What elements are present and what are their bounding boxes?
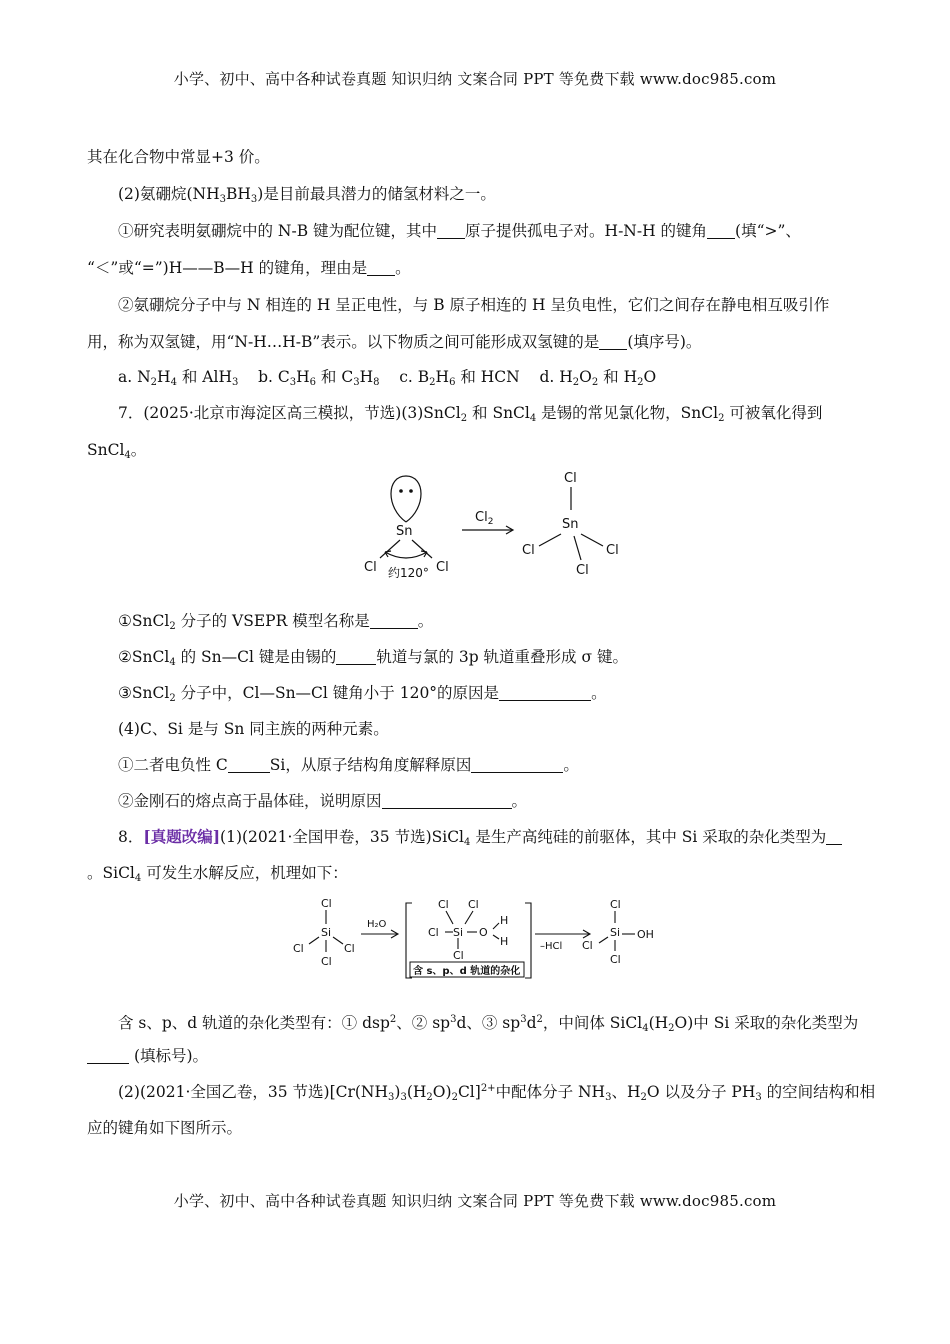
lone-pair-orbital: [391, 476, 421, 522]
question-7-3: ③SnCl$_2$ 分子中，Cl—Sn—Cl 键角小于 120°的原因是 。: [118, 684, 607, 704]
answer-blank[interactable]: [367, 260, 395, 276]
svg-text:Cl: Cl: [293, 942, 304, 955]
cl-label: Cl: [576, 563, 589, 578]
question-8-title: 8．[真题改编](1)(2021·全国甲卷，35 节选)SiCl$_4$ 是生产高纯硅的前驱体，其中 Si 采取的杂化类型为: [118, 826, 842, 848]
question-7-5: ①二者电负性 C Si，从原子结构角度解释原因 。: [118, 756, 579, 774]
question-8-title-cont: 。SiCl$_4$ 可发生水解反应，机理如下：: [87, 864, 348, 884]
sn-label: Sn: [396, 524, 413, 539]
question-2-1: ①研究表明氨硼烷中的 N-B 键为配位键，其中 原子提供孤电子对。H-N-H 的键角 (填“>”、: [118, 222, 801, 240]
question-7-1: ①SnCl$_2$ 分子的 VSEPR 模型名称是 。: [118, 612, 434, 632]
cl-label: Cl: [364, 560, 377, 575]
question-8-1-cont: (填标号)。: [87, 1045, 208, 1067]
cl-label: Cl: [606, 543, 619, 558]
answer-blank[interactable]: [437, 223, 465, 239]
svg-text:Cl: Cl: [344, 942, 355, 955]
answer-blank[interactable]: [336, 649, 376, 665]
option-b: b. $C_3H_6$ 和 $C_3H_8$: [258, 368, 380, 388]
svg-text:Cl: Cl: [321, 955, 332, 968]
question-2-2: ②氨硼烷分子中与 N 相连的 H 呈正电性，与 B 原子相连的 H 呈负电性，它们之间存在静电相互吸引作: [118, 296, 830, 314]
question-7-title: 7．(2025·北京市海淀区高三模拟，节选)(3)SnCl$_2$ 和 SnCl$_4$ 是锡的常见氯化物，SnCl$_2$ 可被氧化得到: [118, 404, 823, 424]
answer-blank[interactable]: [499, 685, 591, 701]
question-7-4: (4)C、Si 是与 Sn 同主族的两种元素。: [118, 720, 389, 738]
svg-text:Si: Si: [610, 926, 621, 939]
answer-blank[interactable]: [370, 613, 418, 629]
svg-text:H: H: [500, 935, 509, 948]
cl-label: Cl: [564, 471, 577, 486]
question-7-title-cont: SnCl$_4$。: [87, 441, 147, 461]
svg-text:H: H: [500, 914, 509, 927]
page-header: 小学、初中、高中各种试卷真题 知识归纳 文案合同 PPT 等免费下载 www.doc985.com: [173, 70, 777, 88]
svg-text:H₂O: H₂O: [367, 919, 387, 930]
option-c: c. $B_2H_6$ 和 HCN: [399, 368, 520, 388]
svg-text:Cl: Cl: [428, 926, 439, 939]
option-d: d. $H_2O_2$ 和 $H_2O$: [539, 368, 657, 388]
svg-text:Cl: Cl: [321, 897, 332, 910]
question-8-2-cont: 应的键角如下图所示。: [87, 1119, 243, 1137]
angle-label: 约120°: [388, 566, 429, 580]
answer-blank[interactable]: [382, 793, 512, 809]
svg-text:Cl: Cl: [582, 939, 593, 952]
page-footer: 小学、初中、高中各种试卷真题 知识归纳 文案合同 PPT 等免费下载 www.doc985.com: [173, 1192, 777, 1210]
sicl4-hydrolysis-diagram: [285, 893, 665, 985]
question-8-1: 含 s、p、d 轨道的杂化类型有：① dsp$^2$、② $sp^3d$、③ $sp^3d^2$，中间体 $SiCl_4(H_2O)$中 Si 采取的杂化类型为: [118, 1014, 859, 1034]
answer-blank[interactable]: [707, 223, 735, 239]
cl-label: Cl: [522, 543, 535, 558]
svg-text:OH: OH: [637, 928, 654, 941]
question-7-6: ②金刚石的熔点高于晶体硅，说明原因 。: [118, 792, 528, 810]
answer-blank[interactable]: [87, 1048, 129, 1064]
question-7-2: ②SnCl$_4$ 的 Sn—Cl 键是由锡的 轨道与氯的 3p 轨道重叠形成 σ 键。: [118, 648, 628, 668]
svg-text:Cl: Cl: [438, 898, 449, 911]
answer-blank[interactable]: [826, 829, 842, 845]
option-a: a. $N_2H_4$ 和 AlH$_3$: [118, 368, 239, 388]
svg-text:O: O: [479, 926, 488, 939]
answer-blank[interactable]: [599, 334, 627, 350]
cl-label: Cl: [436, 560, 449, 575]
svg-text:Si: Si: [321, 926, 332, 939]
svg-text:Cl: Cl: [610, 898, 621, 911]
question-8-2: (2)(2021·全国乙卷，35 节选)$[Cr(NH_3)_3(H_2O)_2Cl]^{2+}$中配体分子 $NH_3$、$H_2O$ 以及分子 $PH_3$ 的空间结构和相: [118, 1083, 876, 1103]
answer-blank[interactable]: [471, 757, 563, 773]
svg-text:–HCl: –HCl: [540, 941, 563, 952]
reagent-label: $Cl_2$: [475, 510, 494, 527]
svg-text:Cl: Cl: [610, 953, 621, 966]
sn-label: Sn: [562, 517, 579, 532]
paragraph-text: 其在化合物中常显+3 价。: [87, 148, 270, 166]
svg-text:Cl: Cl: [453, 949, 464, 962]
question-2-2-cont: 用，称为双氢键，用“N-H…H-B”表示。以下物质之间可能形成双氢键的是 (填序号)。: [87, 333, 702, 351]
exam-tag: [真题改编]: [143, 827, 221, 846]
svg-text:Si: Si: [453, 926, 464, 939]
sncl2-oxidation-diagram: [350, 468, 640, 583]
options-row: [118, 366, 656, 388]
answer-blank[interactable]: [228, 757, 270, 773]
hybridization-caption: 含 s、p、d 轨道的杂化: [413, 966, 521, 977]
question-2-1-cont: “＜”或“=”)H——B—H 的键角，理由是 。: [87, 259, 411, 277]
question-2-title: (2)氨硼烷$(NH_3BH_3)$是目前最具潜力的储氢材料之一。: [118, 185, 496, 205]
svg-text:Cl: Cl: [468, 898, 479, 911]
